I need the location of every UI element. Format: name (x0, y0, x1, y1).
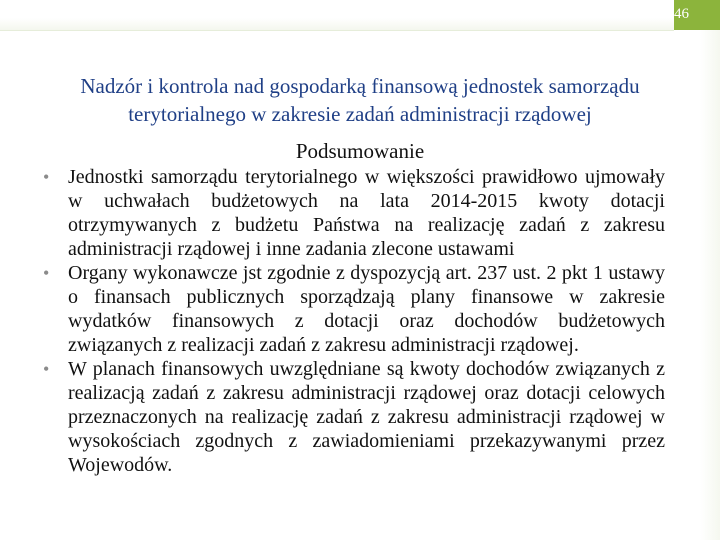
page-number: 46 (674, 6, 689, 22)
right-side-band (700, 30, 720, 540)
bullet-text: Jednostki samorządu terytorialnego w większości prawidłowo ujmowały w uchwałach budżetowych na lata 2014-2015 kwoty dotacji otrzymywanych z budżetu Państwa na realizację zadań z zakresu administracji rządowej i inne zadania zlecone ustawami (68, 166, 665, 260)
bullet-dot-icon: • (43, 263, 50, 283)
top-header-band (0, 0, 674, 30)
bullet-text: Organy wykonawcze jst zgodnie z dyspozycją art. 237 ust. 2 pkt 1 ustawy o finansach publicznych sporządzają plany finansowe w zakresie wydatków finansowych z dotacji oraz dochodów budżetowych związanych z realizacji zadań z zakresu administracji rządowej. (68, 262, 665, 356)
bullet-list (43, 165, 665, 477)
page-title-line-2: terytorialnego w zakresie zadań administracji rządowej (128, 102, 592, 126)
list-item (43, 261, 665, 357)
bullet-dot-icon: • (43, 359, 50, 379)
section-subtitle: Podsumowanie (295, 139, 425, 163)
bullet-text: W planach finansowych uwzględniane są kwoty dochodów związanych z realizacją zadań z zakresu administracji rządowej oraz dotacji celowych przeznaczonych na realizację zadań z zakresu administracji rządowej w wysokościach zgodnych z zawiadomieniami przekazywanymi przez Wojewodów. (68, 358, 665, 476)
list-item (43, 357, 665, 477)
page-title (20, 72, 700, 128)
list-item (43, 165, 665, 261)
bullet-dot-icon: • (43, 167, 50, 187)
page-title-line-1: Nadzór i kontrola nad gospodarką finansową jednostek samorządu (80, 74, 640, 98)
header-rule (0, 30, 674, 31)
